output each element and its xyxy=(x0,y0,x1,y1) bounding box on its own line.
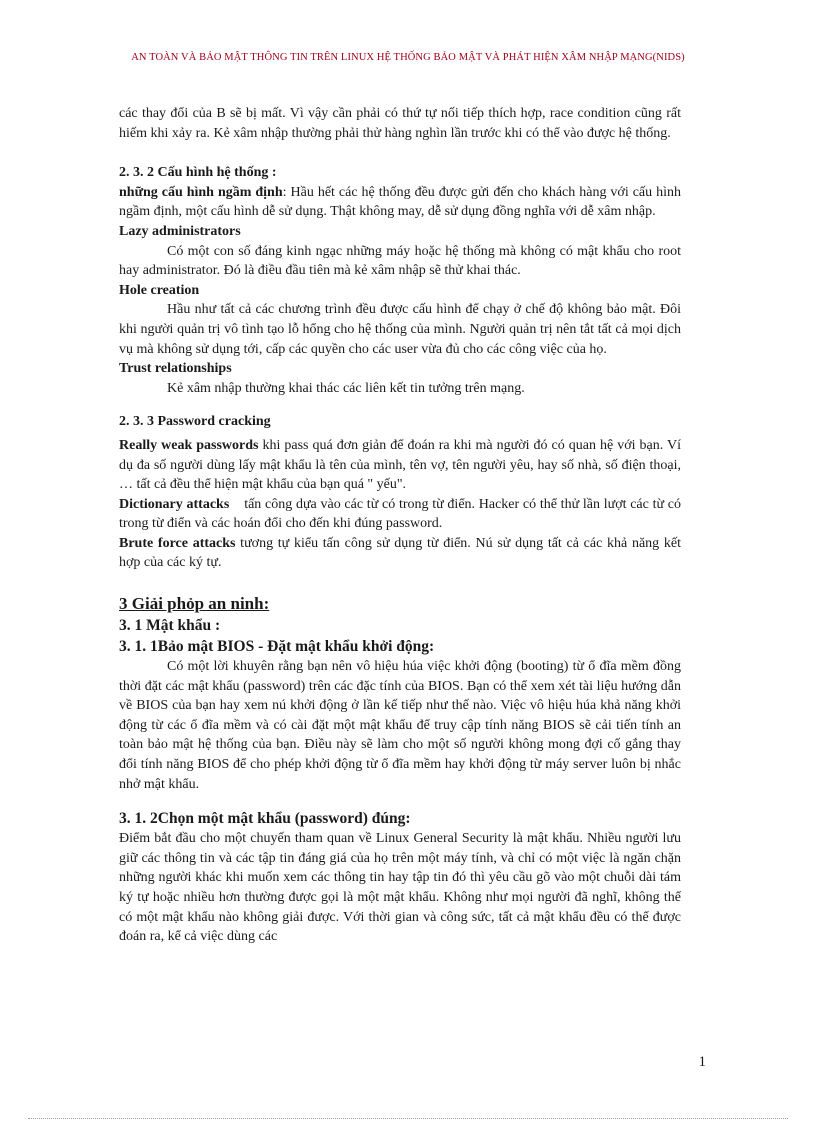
document-body xyxy=(119,104,685,947)
weak-passwords-label: Really weak passwords xyxy=(119,437,259,453)
hole-creation-text: Hầu như tất cả các chương trình đều được cấu hình để chạy ở chế độ không bảo mật. Đôi khi người quản trị vô tình tạo lỗ hổng cho hệ thống của mình. Người quản trị nên tắt tất cả mọi dịch vụ mà không sử dụng tới, cấp các quyền cho các user vừa đủ cho các công việc của họ. xyxy=(119,302,681,357)
trust-relationships-text: Kẻ xâm nhập thường khai thác các liên kết tin tưởng trên mạng. xyxy=(167,380,525,396)
weak-passwords-text: khi pass quá đơn giản để đoán ra khi mà người đó có quan hệ với bạn. Ví dụ đa số người dùng lấy mật khẩu là tên của mình, tên vợ, tên người yêu, hay số nhà, số điện thoại, … tất cả đều thể hiện mật khẩu của bạn quá " yếu". xyxy=(119,437,681,493)
brute-force-text: tương tự kiểu tấn công sử dụng từ điển. Nú sử dụng tất cả các khả năng kết hợp của các ký tự. xyxy=(119,535,681,571)
brute-force-paragraph xyxy=(119,534,681,573)
bios-paragraph: Có một lời khuyên rằng bạn nên vô hiệu húa việc khởi động (booting) từ ổ đĩa mềm đồng thời đặt các mật khẩu (password) trên các đặc tính của BIOS. Bạn có thể xem xét tài liệu hướng dẫn về BIOS của bạn hay xem nú khởi động ở lần kế tiếp như thế nào. Việc vô hiệu húa khả năng khởi động từ các ổ đĩa mềm và có cài đặt một mật khẩu để truy cập tính năng BIOS sẽ cải tiến tính an toàn bảo mật hệ thống của bạn. Điều này sẽ làm cho một số người không mong đợi cố gắng thay đổi tính năng BIOS để cho phép khởi động từ ổ đĩa mềm hay khởi động từ máy server luôn bị nhắc nhở mật khẩu. xyxy=(119,659,681,792)
dictionary-attacks-text: tấn công dựa vào các từ có trong từ điển. Hacker có thể thử lần lượt các từ có trong từ điển và các hoán đổi cho đến khi đúng password. xyxy=(119,496,685,532)
lazy-admin-heading: Lazy administrators xyxy=(119,223,241,239)
running-header: AN TOÀN VÀ BẢO MẬT THÔNG TIN TRÊN LINUX HỆ THỐNG BẢO MẬT VÀ PHÁT HIỆN XÂM NHẬP MẠNG(NIDS) xyxy=(131,52,685,63)
default-config-label: những cấu hình ngầm định xyxy=(119,184,283,200)
section-heading-3: 3 Giải phỏp an ninh: xyxy=(119,594,270,614)
brute-force-label: Brute force attacks xyxy=(119,535,236,551)
weak-passwords-paragraph xyxy=(119,436,681,495)
choose-password-paragraph: Điểm bắt đầu cho một chuyến tham quan về Linux General Security là mật khẩu. Nhiều người lưu giữ các thông tin và các tập tin đáng giá của họ trên một máy tính, và chỉ có một việc là ngăn chặn những người khác khi muốn xem các thông tin hay tập tin đó thì yêu cầu gõ vào một chuỗi dài tám ký tự hoặc nhiều hơn thường được gọi là một mật khẩu. Không như mọi người đã nghĩ, không thể có một mật khẩu nào không giải được. Với thời gian và công sức, tất cả mật khẩu đều có thể được đoán ra, kể cả việc dùng các xyxy=(119,831,681,945)
section-heading-3-1-2: 3. 1. 2Chọn một mật khẩu (password) đúng: xyxy=(119,810,411,828)
section-heading-3-1: 3. 1 Mật khẩu : xyxy=(119,617,221,635)
default-config-paragraph xyxy=(119,183,681,222)
section-heading-2-3-3: 2. 3. 3 Password cracking xyxy=(119,414,271,430)
hole-creation-heading: Hole creation xyxy=(119,282,200,298)
dictionary-attacks-label: Dictionary attacks xyxy=(119,496,230,512)
dictionary-attacks-paragraph xyxy=(119,495,685,534)
page-number: 1 xyxy=(698,1054,706,1070)
footer-divider xyxy=(28,1118,788,1119)
section-heading-2-3-2: 2. 3. 2 Cấu hình hệ thống : xyxy=(119,165,277,181)
default-config-text: : Hầu hết các hệ thống đều được gửi đến cho khách hàng với cấu hình ngầm định, một cấu hình dễ sử dụng. Thật không may, dễ sử dụng đồng nghĩa với dễ xâm nhập. xyxy=(119,184,681,220)
lazy-admin-text: Có một con số đáng kinh ngạc những máy hoặc hệ thống mà không có mật khẩu cho root hay administrator. Đó là điều đầu tiên mà kẻ xâm nhập sẽ thử khai thác. xyxy=(119,243,681,279)
trust-relationships-heading: Trust relationships xyxy=(119,361,232,377)
section-heading-3-1-1: 3. 1. 1Bảo mật BIOS - Đặt mật khẩu khởi động: xyxy=(119,638,435,656)
intro-paragraph: các thay đổi của B sẽ bị mất. Vì vậy cần phải có thứ tự nối tiếp thích hợp, race condition cũng rất hiếm khi xảy ra. Kẻ xâm nhập thường phải thử hàng nghìn lần trước khi có thể vào được hệ thống. xyxy=(119,106,681,141)
